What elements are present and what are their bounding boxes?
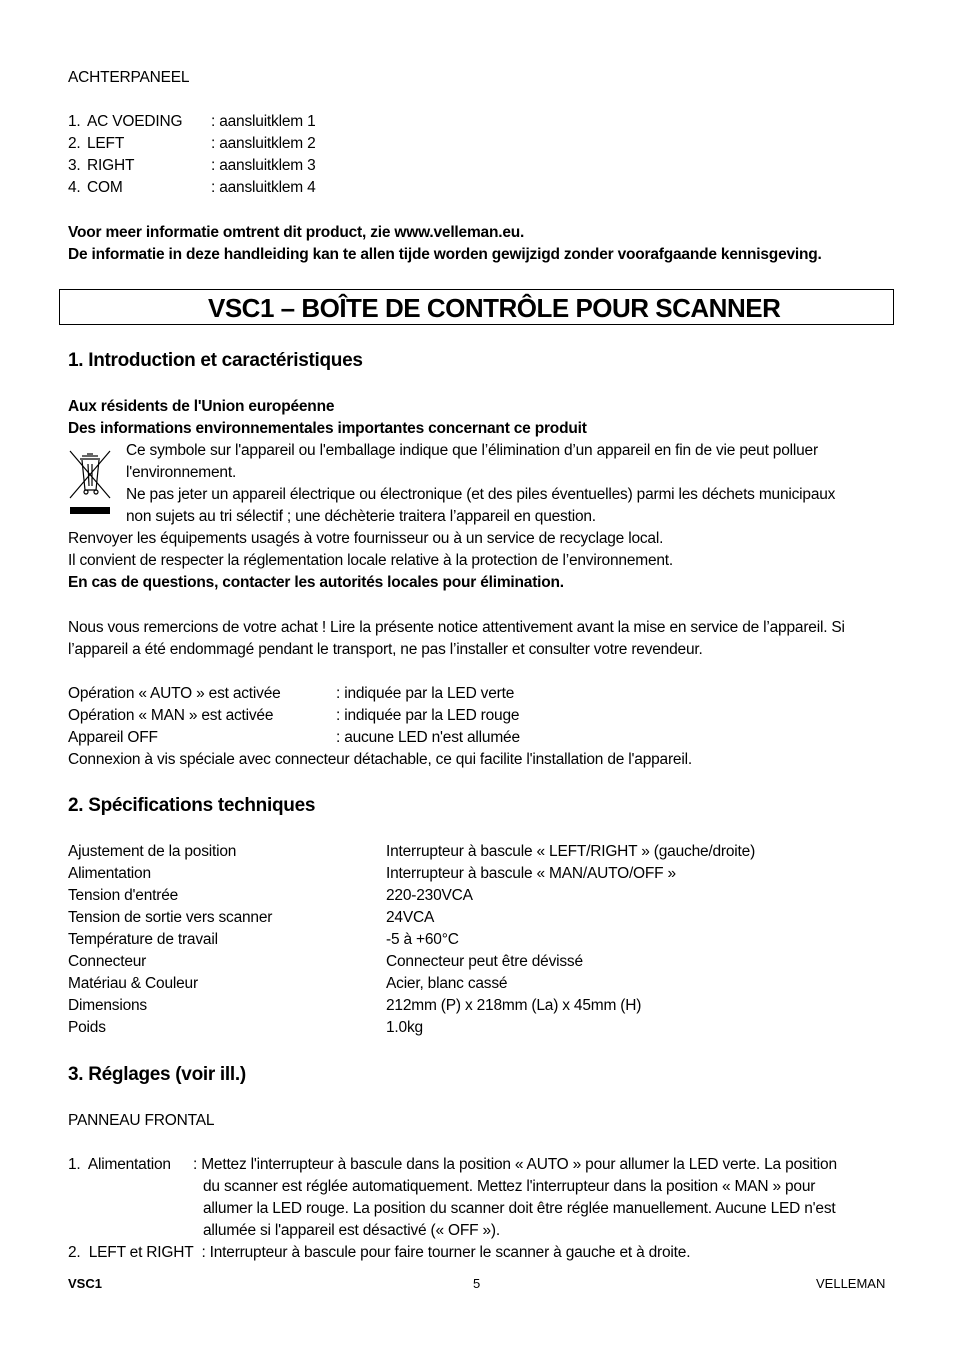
thanks-text: Nous vous remercions de votre achat ! Lire la présente notice attentivement avant la mise en service de l’appareil. Si bbox=[68, 619, 845, 636]
list-item-number: 3. bbox=[68, 157, 81, 174]
led-label: Opération « AUTO » est activée bbox=[68, 685, 281, 702]
footer-model: VSC1 bbox=[68, 1276, 102, 1291]
rear-panel-heading: ACHTERPANEEL bbox=[68, 69, 190, 86]
weee-text: Ce symbole sur l'appareil ou l'emballage indique que l’élimination d’un appareil en fin de vie peut polluer bbox=[126, 442, 818, 459]
list-item-text: allumée si l'appareil est désactivé (« OFF »). bbox=[203, 1222, 500, 1239]
page-number: 5 bbox=[473, 1276, 481, 1291]
weee-bin-icon bbox=[68, 448, 112, 518]
list-item-text: 2. LEFT et RIGHT : Interrupteur à bascule pour faire tourner le scanner à gauche et à droite. bbox=[68, 1244, 691, 1261]
spec-label: Matériau & Couleur bbox=[68, 975, 198, 992]
spec-value: Connecteur peut être dévissé bbox=[386, 953, 583, 970]
spec-value: 1.0kg bbox=[386, 1019, 423, 1036]
recycle-text: Il convient de respecter la réglementation locale relative à la protection de l’environnement. bbox=[68, 552, 673, 569]
spec-value: Acier, blanc cassé bbox=[386, 975, 508, 992]
spec-value: Interrupteur à bascule « LEFT/RIGHT » (gauche/droite) bbox=[386, 843, 756, 860]
page-title: VSC1 – BOÎTE DE CONTRÔLE POUR SCANNER bbox=[208, 293, 781, 323]
list-item-label: 1. Alimentation bbox=[68, 1156, 171, 1173]
section-title-box bbox=[59, 289, 894, 325]
info-line: Voor meer informatie omtrent dit product, zie www.velleman.eu. bbox=[68, 224, 525, 241]
eu-heading: Aux résidents de l'Union européenne bbox=[68, 398, 335, 415]
spec-label: Tension d'entrée bbox=[68, 887, 179, 904]
spec-label: Poids bbox=[68, 1019, 106, 1036]
spec-value: 220-230VCA bbox=[386, 887, 473, 904]
spec-value: 212mm (P) x 218mm (La) x 45mm (H) bbox=[386, 997, 642, 1014]
info-line: De informatie in deze handleiding kan te allen tijde worden gewijzigd zonder voorafgaande kennisgeving. bbox=[68, 246, 822, 263]
spec-label: Tension de sortie vers scanner bbox=[68, 909, 273, 926]
list-item-name: COM bbox=[87, 179, 123, 196]
spec-label: Alimentation bbox=[68, 865, 151, 882]
spec-label: Connecteur bbox=[68, 953, 147, 970]
list-item-value: : aansluitklem 1 bbox=[211, 113, 316, 130]
section-heading: 1. Introduction et caractéristiques bbox=[68, 350, 363, 371]
spec-value: -5 à +60°C bbox=[386, 931, 459, 948]
weee-text: l'environnement. bbox=[126, 464, 237, 481]
led-value: : aucune LED n'est allumée bbox=[336, 729, 520, 746]
spec-label: Température de travail bbox=[68, 931, 218, 948]
section-heading: 2. Spécifications techniques bbox=[68, 795, 316, 816]
list-item-name: AC VOEDING bbox=[87, 113, 183, 130]
list-item-value: : aansluitklem 4 bbox=[211, 179, 316, 196]
section-heading: 3. Réglages (voir ill.) bbox=[68, 1064, 246, 1085]
weee-text: Ne pas jeter un appareil électrique ou électronique (et des piles éventuelles) parmi les déchets municipaux bbox=[126, 486, 836, 503]
connexion-text: Connexion à vis spéciale avec connecteur détachable, ce qui facilite l'installation de l'appareil. bbox=[68, 751, 692, 768]
list-item-number: 2. bbox=[68, 135, 81, 152]
spec-value: Interrupteur à bascule « MAN/AUTO/OFF » bbox=[386, 865, 676, 882]
front-panel-heading: PANNEAU FRONTAL bbox=[68, 1112, 215, 1129]
list-item-value: : aansluitklem 3 bbox=[211, 157, 316, 174]
recycle-text: En cas de questions, contacter les autorités locales pour élimination. bbox=[68, 574, 564, 591]
weee-text: non sujets au tri sélectif ; une déchèterie traitera l’appareil en question. bbox=[126, 508, 596, 525]
led-label: Opération « MAN » est activée bbox=[68, 707, 274, 724]
list-item-name: RIGHT bbox=[87, 157, 135, 174]
list-item-text: : Mettez l'interrupteur à bascule dans la position « AUTO » pour allumer la LED verte. La position bbox=[193, 1156, 837, 1173]
recycle-text: Renvoyer les équipements usagés à votre fournisseur ou à un service de recyclage local. bbox=[68, 530, 664, 547]
list-item-text: du scanner est réglée automatiquement. Mettez l'interrupteur dans la position « MAN » pour bbox=[203, 1178, 816, 1195]
led-value: : indiquée par la LED verte bbox=[336, 685, 515, 702]
spec-label: Ajustement de la position bbox=[68, 843, 237, 860]
spec-value: 24VCA bbox=[386, 909, 435, 926]
list-item-number: 4. bbox=[68, 179, 81, 196]
spec-label: Dimensions bbox=[68, 997, 147, 1014]
thanks-text: l’appareil a été endommagé pendant le transport, ne pas l’installer et consulter votre revendeur. bbox=[68, 641, 703, 658]
list-item-number: 1. bbox=[68, 113, 81, 130]
led-label: Appareil OFF bbox=[68, 729, 158, 746]
list-item-value: : aansluitklem 2 bbox=[211, 135, 316, 152]
list-item-name: LEFT bbox=[87, 135, 125, 152]
led-value: : indiquée par la LED rouge bbox=[336, 707, 520, 724]
list-item-text: allumer la LED rouge. La position du scanner doit être réglée manuellement. Aucune LED n'est bbox=[203, 1200, 836, 1217]
footer-brand: VELLEMAN bbox=[816, 1276, 886, 1291]
eu-subheading: Des informations environnementales importantes concernant ce produit bbox=[68, 420, 587, 437]
